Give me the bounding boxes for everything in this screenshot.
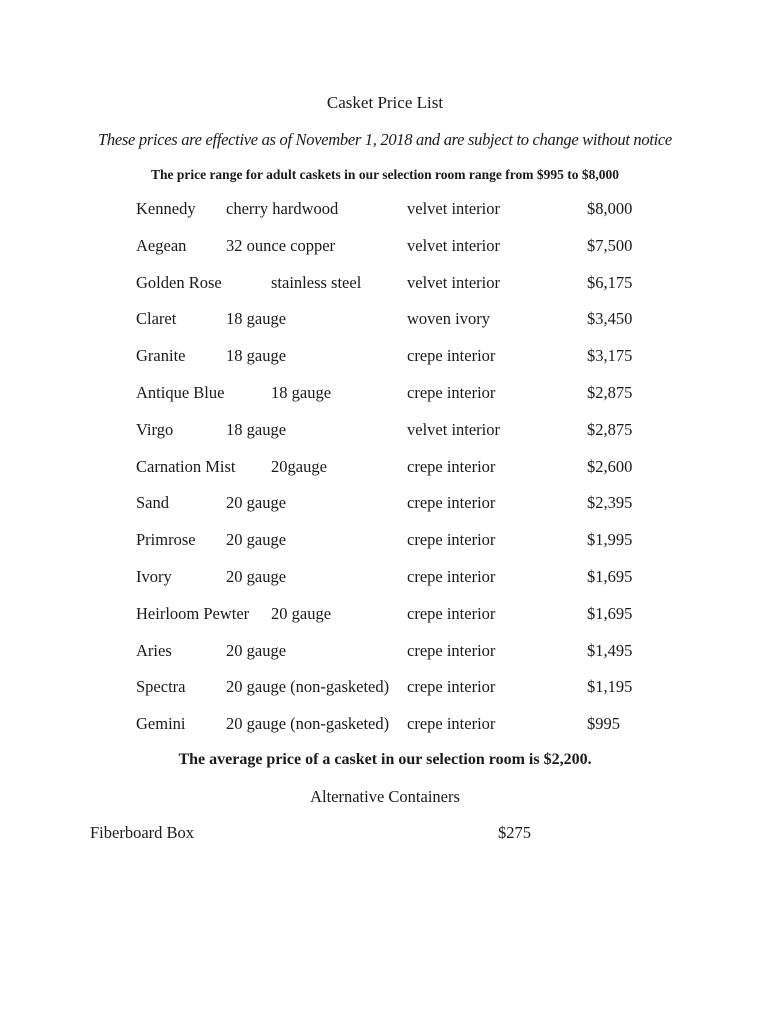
casket-price: $1,195 <box>587 677 633 697</box>
casket-name: Claret <box>136 309 177 329</box>
casket-interior: crepe interior <box>407 677 496 697</box>
casket-interior: crepe interior <box>407 566 496 586</box>
casket-row <box>0 675 770 712</box>
casket-interior: velvet interior <box>407 235 501 255</box>
casket-price: $2,600 <box>587 456 633 476</box>
casket-price: $3,450 <box>587 309 633 329</box>
casket-price: $2,395 <box>587 493 633 513</box>
casket-name: Ivory <box>136 566 172 586</box>
casket-price: $1,995 <box>587 530 633 550</box>
casket-interior: crepe interior <box>407 382 496 402</box>
casket-name: Aegean <box>136 235 187 255</box>
casket-interior: velvet interior <box>407 199 501 218</box>
casket-row <box>0 381 770 418</box>
casket-row <box>0 639 770 676</box>
casket-material: 32 ounce copper <box>226 235 336 255</box>
casket-row <box>0 234 770 271</box>
casket-material: 20gauge <box>271 456 327 476</box>
casket-price: $1,695 <box>587 603 633 623</box>
alternative-container-row <box>0 821 770 845</box>
casket-price: $8,000 <box>587 199 633 218</box>
casket-price: $1,495 <box>587 640 633 660</box>
casket-name: Heirloom Pewter <box>136 603 250 623</box>
alternative-container-price: $275 <box>498 823 531 842</box>
casket-row <box>0 344 770 381</box>
casket-material: 20 gauge (non-gasketed) <box>226 677 390 697</box>
casket-material: 20 gauge <box>226 566 287 586</box>
casket-material: 18 gauge <box>271 382 332 402</box>
casket-interior: crepe interior <box>407 603 496 623</box>
casket-material: 20 gauge <box>271 603 332 623</box>
alternative-containers-heading: Alternative Containers <box>310 787 460 806</box>
casket-name: Kennedy <box>136 199 196 218</box>
price-range-note: The price range for adult caskets in our selection room range from $995 to $8,000 <box>150 167 620 182</box>
casket-row <box>0 491 770 528</box>
casket-material: 18 gauge <box>226 346 287 366</box>
casket-interior: crepe interior <box>407 530 496 550</box>
casket-interior: crepe interior <box>407 714 496 734</box>
casket-material: stainless steel <box>271 272 362 292</box>
casket-material: 20 gauge (non-gasketed) <box>226 714 390 734</box>
casket-material: cherry hardwood <box>226 199 339 218</box>
casket-price: $995 <box>587 714 620 734</box>
casket-interior: crepe interior <box>407 346 496 366</box>
casket-name: Aries <box>136 640 172 660</box>
casket-row <box>0 418 770 455</box>
casket-name: Primrose <box>136 530 196 550</box>
casket-price-list <box>0 197 770 749</box>
casket-material: 18 gauge <box>226 309 287 329</box>
casket-price: $2,875 <box>587 419 633 439</box>
casket-price: $7,500 <box>587 235 633 255</box>
alternative-container-name: Fiberboard Box <box>90 823 195 842</box>
casket-interior: crepe interior <box>407 493 496 513</box>
casket-interior: woven ivory <box>407 309 490 329</box>
casket-price: $3,175 <box>587 346 633 366</box>
casket-interior: velvet interior <box>407 419 501 439</box>
casket-material: 20 gauge <box>226 640 287 660</box>
casket-name: Spectra <box>136 677 186 697</box>
casket-interior: crepe interior <box>407 456 496 476</box>
casket-row <box>0 307 770 344</box>
casket-name: Antique Blue <box>136 382 225 402</box>
page-title: Casket Price List <box>326 93 444 112</box>
casket-interior: velvet interior <box>407 272 501 292</box>
average-price-note: The average price of a casket in our selection room is $2,200. <box>178 751 592 768</box>
casket-name: Golden Rose <box>136 272 222 292</box>
casket-name: Granite <box>136 346 186 366</box>
casket-row <box>0 528 770 565</box>
casket-interior: crepe interior <box>407 640 496 660</box>
casket-price: $1,695 <box>587 566 633 586</box>
casket-name: Gemini <box>136 714 186 734</box>
casket-name: Sand <box>136 493 169 513</box>
casket-material: 20 gauge <box>226 530 287 550</box>
casket-name: Carnation Mist <box>136 456 236 476</box>
casket-row <box>0 602 770 639</box>
casket-row <box>0 197 770 234</box>
casket-row <box>0 565 770 602</box>
casket-row <box>0 712 770 749</box>
effective-date-note: These prices are effective as of November 1, 2018 and are subject to change without notice <box>98 130 672 149</box>
casket-price: $2,875 <box>587 382 633 402</box>
casket-material: 18 gauge <box>226 419 287 439</box>
casket-price: $6,175 <box>587 272 633 292</box>
casket-row <box>0 271 770 308</box>
casket-row <box>0 455 770 492</box>
casket-material: 20 gauge <box>226 493 287 513</box>
casket-name: Virgo <box>136 419 174 439</box>
